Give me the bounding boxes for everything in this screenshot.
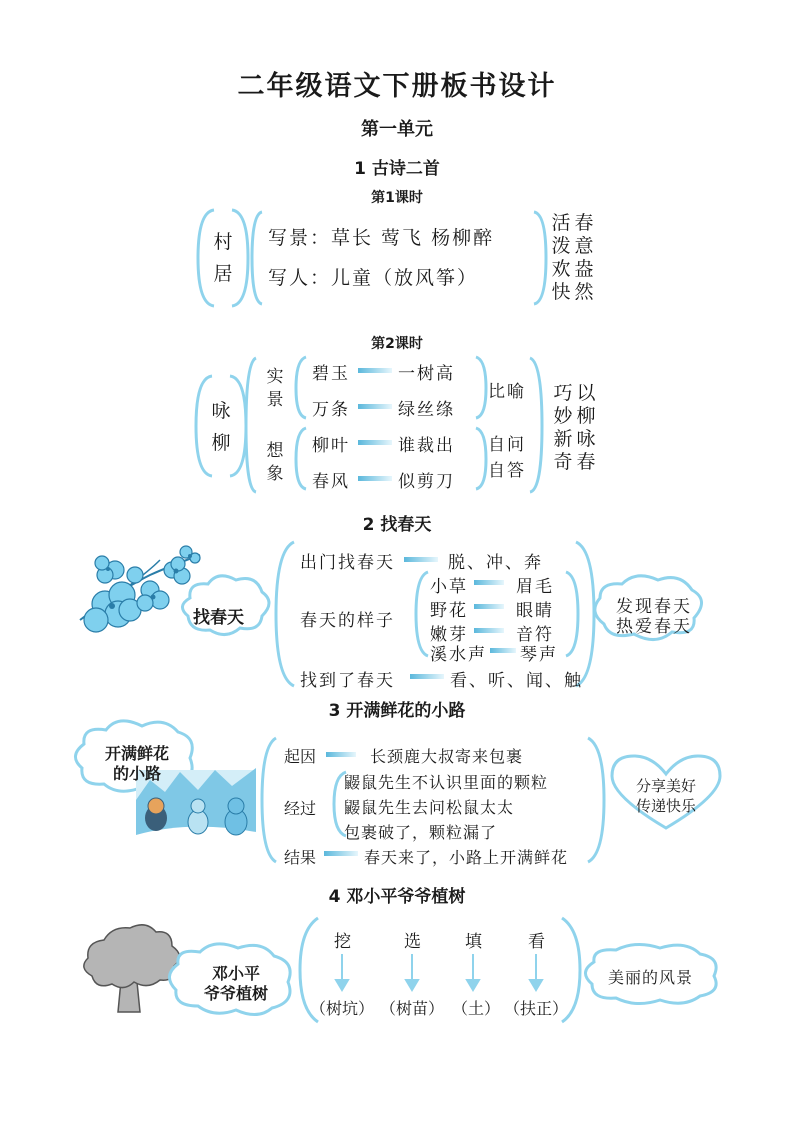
pair-left: 柳叶 <box>312 436 350 456</box>
pair-left: 小草 <box>430 577 468 597</box>
row-spring-look: 春天的样子 <box>300 611 395 631</box>
poem-bracket-right <box>232 210 248 306</box>
inner-brace-b-right <box>476 428 486 489</box>
poem-title-char: 咏 <box>211 400 231 422</box>
pair-right: 谁裁出 <box>398 436 455 456</box>
poem-title-char: 居 <box>213 263 233 285</box>
poem-title-yongliu <box>210 395 232 459</box>
poem-title-char: 柳 <box>211 432 231 454</box>
technique-metaphor: 比喻 <box>488 382 526 402</box>
row-found-spring: 找到了春天 <box>300 671 395 691</box>
step-verb: 填 <box>465 932 482 952</box>
poem-bracket-right-2 <box>230 376 246 476</box>
heart-text <box>621 776 711 816</box>
text-process: 包裹破了，颗粒漏了 <box>344 823 498 842</box>
cloud-line: 邓小平 <box>211 964 260 983</box>
brace-l2-left <box>276 542 294 686</box>
lesson4-heading: 4 邓小平爷爷植树 <box>328 887 466 907</box>
content-brace-left <box>252 212 262 304</box>
pair-left: 碧玉 <box>312 364 350 384</box>
content-brace-right <box>534 212 546 304</box>
pair-right: 一树高 <box>398 364 455 384</box>
heart-line: 分享美好 <box>635 777 696 795</box>
pair-right: 眼睛 <box>516 601 554 621</box>
cloud-line: 开满鲜花 <box>104 744 169 763</box>
cloud-title: 找春天 <box>193 608 244 628</box>
text-cause: 长颈鹿大叔寄来包裹 <box>370 747 524 766</box>
label-result: 结果 <box>284 848 317 867</box>
pair-right: 琴声 <box>520 645 558 665</box>
inner-brace-a-left <box>296 357 306 418</box>
lesson1-class1-label: 第1课时 <box>371 190 423 206</box>
cloud-line: 的小路 <box>112 764 161 783</box>
lesson1-class2-label: 第2课时 <box>371 336 423 352</box>
cloud-line: 爷爷植树 <box>203 984 268 1003</box>
step-object: （土） <box>452 999 501 1018</box>
pair-left: 嫩芽 <box>430 625 468 645</box>
lesson3-heading: 3 开满鲜花的小路 <box>328 701 466 721</box>
person-line: 写人：儿童（放风筝） <box>268 267 479 289</box>
pair-left: 春风 <box>312 472 350 492</box>
summary-scenery: 美丽的风景 <box>608 968 694 987</box>
step-verb: 选 <box>404 932 421 952</box>
label-cause: 起因 <box>284 747 317 766</box>
page-title: 二年级语文下册板书设计 <box>237 71 557 102</box>
cloud-title <box>186 964 286 1004</box>
row-find-actions: 脱、冲、奔 <box>448 553 543 573</box>
brace-l2-inner-left <box>416 572 428 656</box>
tree-illustration <box>84 925 180 1012</box>
brace-l2-inner-right <box>566 572 578 656</box>
outer-brace-right-2 <box>530 358 542 492</box>
outer-brace-left-2 <box>246 358 256 492</box>
pair-left: 万条 <box>312 400 350 420</box>
lesson2-heading: 2 找春天 <box>362 515 432 535</box>
cloud-title <box>92 744 182 784</box>
poem-title-cunju <box>212 226 234 290</box>
poem-title-char: 村 <box>213 231 233 253</box>
scene-line: 写景：草长 莺飞 杨柳醉 <box>268 227 495 249</box>
pair-left: 溪水声 <box>430 645 487 665</box>
group-label-real: 实景 <box>266 367 284 410</box>
inner-brace-b-left <box>296 428 306 489</box>
row-find-spring: 出门找春天 <box>300 553 395 573</box>
text-result: 春天来了，小路上开满鲜花 <box>364 848 569 867</box>
step-object: （树坑） <box>310 999 375 1018</box>
summary-column-left: 巧妙新奇 <box>553 382 573 473</box>
pair-right: 眉毛 <box>516 577 554 597</box>
unit-heading: 第一单元 <box>361 119 433 140</box>
theme-column-right: 春意盎然 <box>574 212 594 303</box>
pair-right: 绿丝绦 <box>398 400 455 420</box>
text-process: 鼹鼠先生去问松鼠太太 <box>344 798 515 817</box>
step-verb: 看 <box>528 932 545 952</box>
summary-line: 热爱春天 <box>616 617 692 637</box>
step-object: （扶正） <box>504 999 569 1018</box>
label-process: 经过 <box>284 799 317 818</box>
pair-left: 野花 <box>430 601 468 621</box>
pair-right: 音符 <box>516 625 554 645</box>
group-label-imagine: 想象 <box>266 441 284 484</box>
text-process: 鼹鼠先生不认识里面的颗粒 <box>344 773 549 792</box>
lesson1-heading: 1 古诗二首 <box>354 159 440 179</box>
pair-right: 似剪刀 <box>398 472 455 492</box>
step-verb: 挖 <box>334 932 351 952</box>
step-object: （树苗） <box>380 999 445 1018</box>
theme-column-left: 活泼欢快 <box>551 212 571 303</box>
blossom-illustration <box>80 546 200 632</box>
summary-line: 发现春天 <box>616 597 692 617</box>
brace-l3-right <box>588 738 604 862</box>
row-found-senses: 看、听、闻、触 <box>450 671 583 691</box>
technique-question: 自问自答 <box>488 435 526 481</box>
inner-brace-a-right <box>476 357 486 418</box>
brace-l3-left <box>262 738 276 862</box>
summary-column-right: 以柳咏春 <box>576 382 596 473</box>
heart-line: 传递快乐 <box>635 797 696 815</box>
